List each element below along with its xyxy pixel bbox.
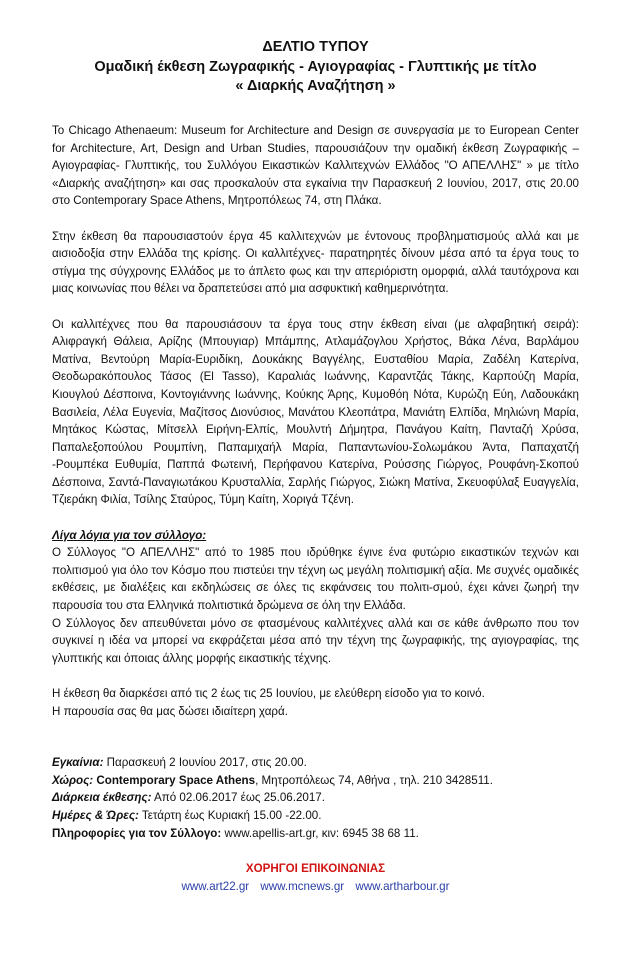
opening-value: Παρασκευή 2 Ιουνίου 2017, στις 20.00. — [103, 756, 307, 770]
exhibition-subtitle: Ομαδική έκθεση Ζωγραφικής - Αγιογραφίας - Γλυπτικής με τίτλο — [94, 59, 537, 75]
info-label: Πληροφορίες για τον Σύλλογο: — [52, 826, 222, 840]
sponsor-links — [52, 878, 579, 896]
about-paragraph-2: Ο Σύλλογος δεν απευθύνεται μόνο σε φτασμένους καλλιτέχνες αλλά και σε κάθε άνθρωπο που τον συγκινεί η ιδέα να μπορεί να εκφράζεται μέσα από την τέχνη της ζωγραφικής, της αγιογραφίας, της γλυπτικής και όποιας άλλης μορφής εικαστικής τέχνης. — [52, 616, 579, 665]
event-details — [52, 754, 579, 842]
hours-value: Τετάρτη έως Κυριακή 15.00 -22.00. — [138, 808, 322, 822]
intro-paragraph: To Chicago Athenaeum: Museum for Architecture and Design σε συνεργασία με το European Center for Architecture, Art, Design and Urban Studies, παρουσιάζουν την ομαδική έκθεση Ζωγραφικής – Αγιογραφίας- Γλυπτικής, του Συλλόγου Εικαστικών Καλλιτεχνών Ελλάδος "Ο ΑΠΕΛΛΗΣ" » με τίτλο «Διαρκής αναζήτηση» και σας προσκαλούν στα εγκαίνια την Παρασκευή 2 Ιουνίου, 2017, στις 20.00 στο Contemporary Space Athens, Μητροπόλεως 74, στη Πλάκα. — [52, 124, 579, 208]
venue-value: , Μητροπόλεως 74, Αθήνα , τηλ. 210 3428511. — [255, 773, 493, 787]
opening-row — [52, 754, 579, 772]
venue-row — [52, 772, 579, 790]
about-paragraph-1: Ο Σύλλογος "Ο ΑΠΕΛΛΗΣ" από το 1985 που ιδρύθηκε έγινε ένα φυτώριο εικαστικών τεχνών και πολιτισμού για όλο τον Κόσμο που πιστεύει την τέχνη ως μεγάλη πολιτισμική αξία. Με συχνές ομαδικές εκθέσεις, με διαλέξεις και εκδηλώσεις σε όλες τις εκφάνσεις του πολιτι-σμού, έχει κάνει ζωηρή την παρουσία του στα Ελληνικά πολιτιστικά δρώμενα σε όλη την Ελλάδα. — [52, 546, 579, 613]
closing-paragraph: Η παρουσία σας θα μας δώσει ιδιαίτερη χαρά. — [52, 704, 288, 718]
exhibition-paragraph: Στην έκθεση θα παρουσιαστούν έργα 45 καλλιτεχνών με έντονους προβληματισμούς αλλά και με αισιοδοξία στην Ελλάδα της κρίσης. Οι καλλιτέχνες- παρατηρητές δίνουν μέσα από τα έργα τους το στίγμα της σύγχρονης Ελλάδος με το άπλετο φως και την απεριόριστη ομορφιά, αλλά ταυτόχρονα και μιας κοινωνίας που θέλει να δραπετεύσει από μια ασφυκτική καθημερινότητα. — [52, 229, 579, 296]
document-title: ΔΕΛΤΙΟ ΤΥΠΟΥ — [262, 39, 369, 55]
opening-label: Εγκαίνια: — [52, 756, 104, 770]
press-release-header — [52, 38, 579, 96]
press-release-body — [52, 122, 579, 720]
duration-row — [52, 789, 579, 807]
duration-paragraph: Η έκθεση θα διαρκέσει από τις 2 έως τις 25 Ιουνίου, με ελεύθερη είσοδο για το κοινό. — [52, 687, 485, 700]
duration-label: Διάρκεια έκθεσης: — [52, 791, 152, 805]
venue-label: Χώρος: — [52, 773, 94, 787]
artists-paragraph: Οι καλλιτέχνες που θα παρουσιάσουν τα έργα τους στην έκθεση είναι (με αλφαβητική σειρά): Αλιφραγκή Θάλεια, Αρίζης (Μπουγιαρ) Μπάμπης, Ατλαμάζογλου Χρήστος, Βάκα Λένα, Βαρλάμου Ματίνα, Βεντούρη Μαρία-Ευριδίκη, Δουκάκης Βαγγέλης, Ευσταθίου Μαρία, Ζαδέλη Κατερίνα, Θεοδωρακόπουλος Τάσος (El Tasso), Καραλιάς Ιωάννης, Καραντζάς Τάκης, Καρπούζη Μαρία, Κιουγλού Δέσποινα, Κοντογιάννης Ιωάννης, Κούκης Άρης, Κυμοθόη Νότα, Κυρώζη Εύη, Λαδουκάκη Βασιλεία, Λέλα Ευγενία, Μαζίτσος Διονύσιος, Μανάτου Κλεοπάτρα, Μανιάτη Ελπίδα, Μηλιώνη Μαρία, Μητάκος Κώστας, Μίτσελλ Ειρήνη-Ελπίς, Μουλντή Δήμητρα, Πανάγου Καίτη, Πανταζή Χρύσα, Παπαλεξοπούλου Ρουμπίνη, Παπαμιχαήλ Μαρία, Παπαντωνίου-Σολωμάκου Άντα, Παπαχατζή -Ρουμπέκα Ευθυμία, Παππά Φωτεινή, Περήφανου Κατερίνα, Ρούσσης Γιώργος, Ρουφάνη-Σκοπού Δέσποινα, Σαντά-Παναγιωτάκου Κρυσταλλία, Σαρλής Γιώργος, Σιώκη Ματίνα, Σκευοφύλαξ Ευαγγελία, Τζιεράκη Φιλία, Τσίλης Σταύρος, Τύμη Καίτη, Χοριγά Τζένη. — [52, 317, 579, 507]
about-heading: Λίγα λόγια για τον σύλλογο: — [52, 528, 207, 542]
media-sponsors — [52, 860, 579, 895]
venue-name: Contemporary Space Athens — [93, 773, 256, 787]
duration-value: Από 02.06.2017 έως 25.06.2017. — [151, 791, 325, 805]
exhibition-name: « Διαρκής Αναζήτηση » — [235, 78, 396, 94]
info-row — [52, 825, 579, 843]
sponsor-link-art22[interactable]: www.art22.gr — [181, 879, 250, 893]
sponsors-title: ΧΟΡΗΓΟΙ ΕΠΙΚΟΙΝΩΝΙΑΣ — [245, 862, 386, 876]
sponsor-link-artharbour[interactable]: www.artharbour.gr — [355, 879, 450, 893]
sponsor-link-mcnews[interactable]: www.mcnews.gr — [260, 879, 345, 893]
hours-label: Ημέρες & Ώρες: — [52, 808, 139, 822]
info-value: www.apellis-art.gr, κιν: 6945 38 68 11. — [221, 826, 419, 840]
hours-row — [52, 807, 579, 825]
